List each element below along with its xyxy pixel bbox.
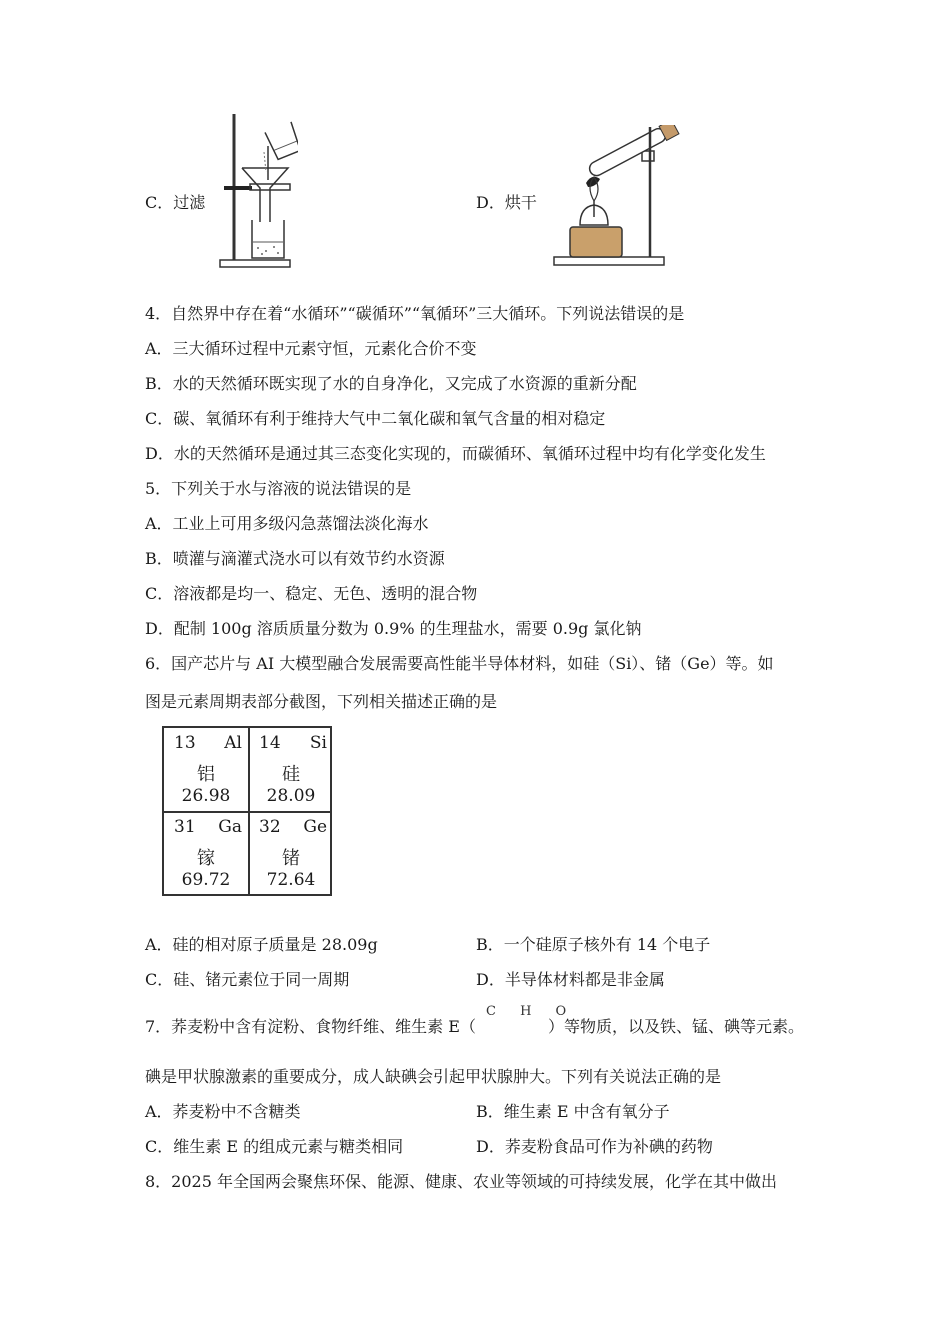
q4-option-a: A．三大循环过程中元素守恒，元素化合价不变 <box>145 339 477 358</box>
atomic-mass: 72.64 <box>266 870 316 890</box>
q5-option-d: D．配制 100g 溶质质量分数为 0.9% 的生理盐水，需要 0.9g 氯化钠 <box>145 619 642 638</box>
element-cell-ge <box>249 812 333 896</box>
periodic-table-excerpt <box>162 726 332 896</box>
element-symbol: Si <box>309 733 327 753</box>
atomic-number: 31 <box>174 817 196 837</box>
element-name: 锗 <box>282 848 300 869</box>
drying-apparatus-figure <box>550 125 690 270</box>
q7-stem-line1a: 7．荞麦粉中含有淀粉、食物纤维、维生素 E（ <box>145 1017 476 1036</box>
q7-option-b: B．维生素 E 中含有氧分子 <box>476 1102 670 1121</box>
q7-option-d: D．荞麦粉食品可作为补碘的药物 <box>476 1137 713 1156</box>
q4-option-d: D．水的天然循环是通过其三态变化实现的，而碳循环、氧循环过程中均有化学变化发生 <box>145 444 766 463</box>
atomic-number: 14 <box>259 733 281 753</box>
q5-option-c: C．溶液都是均一、稳定、无色、透明的混合物 <box>145 584 478 603</box>
q4-option-b: B．水的天然循环既实现了水的自身净化，又完成了水资源的重新分配 <box>145 374 637 393</box>
atomic-mass: 26.98 <box>181 786 231 806</box>
element-name: 镓 <box>197 848 215 869</box>
q5-option-a: A．工业上可用多级闪急蒸馏法淡化海水 <box>145 514 429 533</box>
q4-stem: 4．自然界中存在着“水循环”“碳循环”“氧循环”三大循环。下列说法错误的是 <box>145 304 685 323</box>
q7-stem-line1b: ）等物质，以及铁、锰、碘等元素。 <box>548 1017 805 1036</box>
q8-stem: 8．2025 年全国两会聚焦环保、能源、健康、农业等领域的可持续发展，化学在其中做出 <box>145 1172 777 1191</box>
q5-stem: 5．下列关于水与溶液的说法错误的是 <box>145 479 412 498</box>
element-name: 硅 <box>282 764 300 785</box>
q6-option-c: C．硅、锗元素位于同一周期 <box>145 970 350 989</box>
atomic-number: 32 <box>259 817 281 837</box>
element-symbol: Al <box>224 733 242 753</box>
q7-option-c: C．维生素 E 的组成元素与糖类相同 <box>145 1137 404 1156</box>
q6-stem-line1: 6．国产芯片与 AI 大模型融合发展需要高性能半导体材料，如硅（Si）、锗（Ge）等。如 <box>145 654 774 673</box>
element-cell-al <box>164 728 248 812</box>
q6-option-b: B．一个硅原子核外有 14 个电子 <box>476 935 711 954</box>
element-cell-ga <box>164 812 248 896</box>
q5-option-b: B．喷灌与滴灌式浇水可以有效节约水资源 <box>145 549 445 568</box>
q4-option-c: C．碳、氧循环有利于维持大气中二氧化碳和氧气含量的相对稳定 <box>145 409 606 428</box>
atomic-number: 13 <box>174 733 196 753</box>
q7-option-a: A．荞麦粉中不含糖类 <box>145 1102 301 1121</box>
filtration-apparatus-figure <box>212 112 298 270</box>
q7-stem-line2: 碘是甲状腺激素的重要成分，成人缺碘会引起甲状腺肿大。下列有关说法正确的是 <box>145 1067 722 1086</box>
q3-option-d: D．烘干 <box>476 193 537 212</box>
q6-option-d: D．半导体材料都是非金属 <box>476 970 665 989</box>
q3-option-c: C．过滤 <box>145 193 206 212</box>
vitamin-e-formula: C H O <box>486 1004 577 1019</box>
atomic-mass: 69.72 <box>181 870 231 890</box>
q6-option-a: A．硅的相对原子质量是 28.09g <box>145 935 378 954</box>
element-cell-si <box>249 728 333 812</box>
element-name: 铝 <box>197 764 215 785</box>
element-symbol: Ga <box>218 817 242 837</box>
q6-stem-line2: 图是元素周期表部分截图，下列相关描述正确的是 <box>145 692 498 711</box>
element-symbol: Ge <box>303 817 327 837</box>
atomic-mass: 28.09 <box>266 786 316 806</box>
